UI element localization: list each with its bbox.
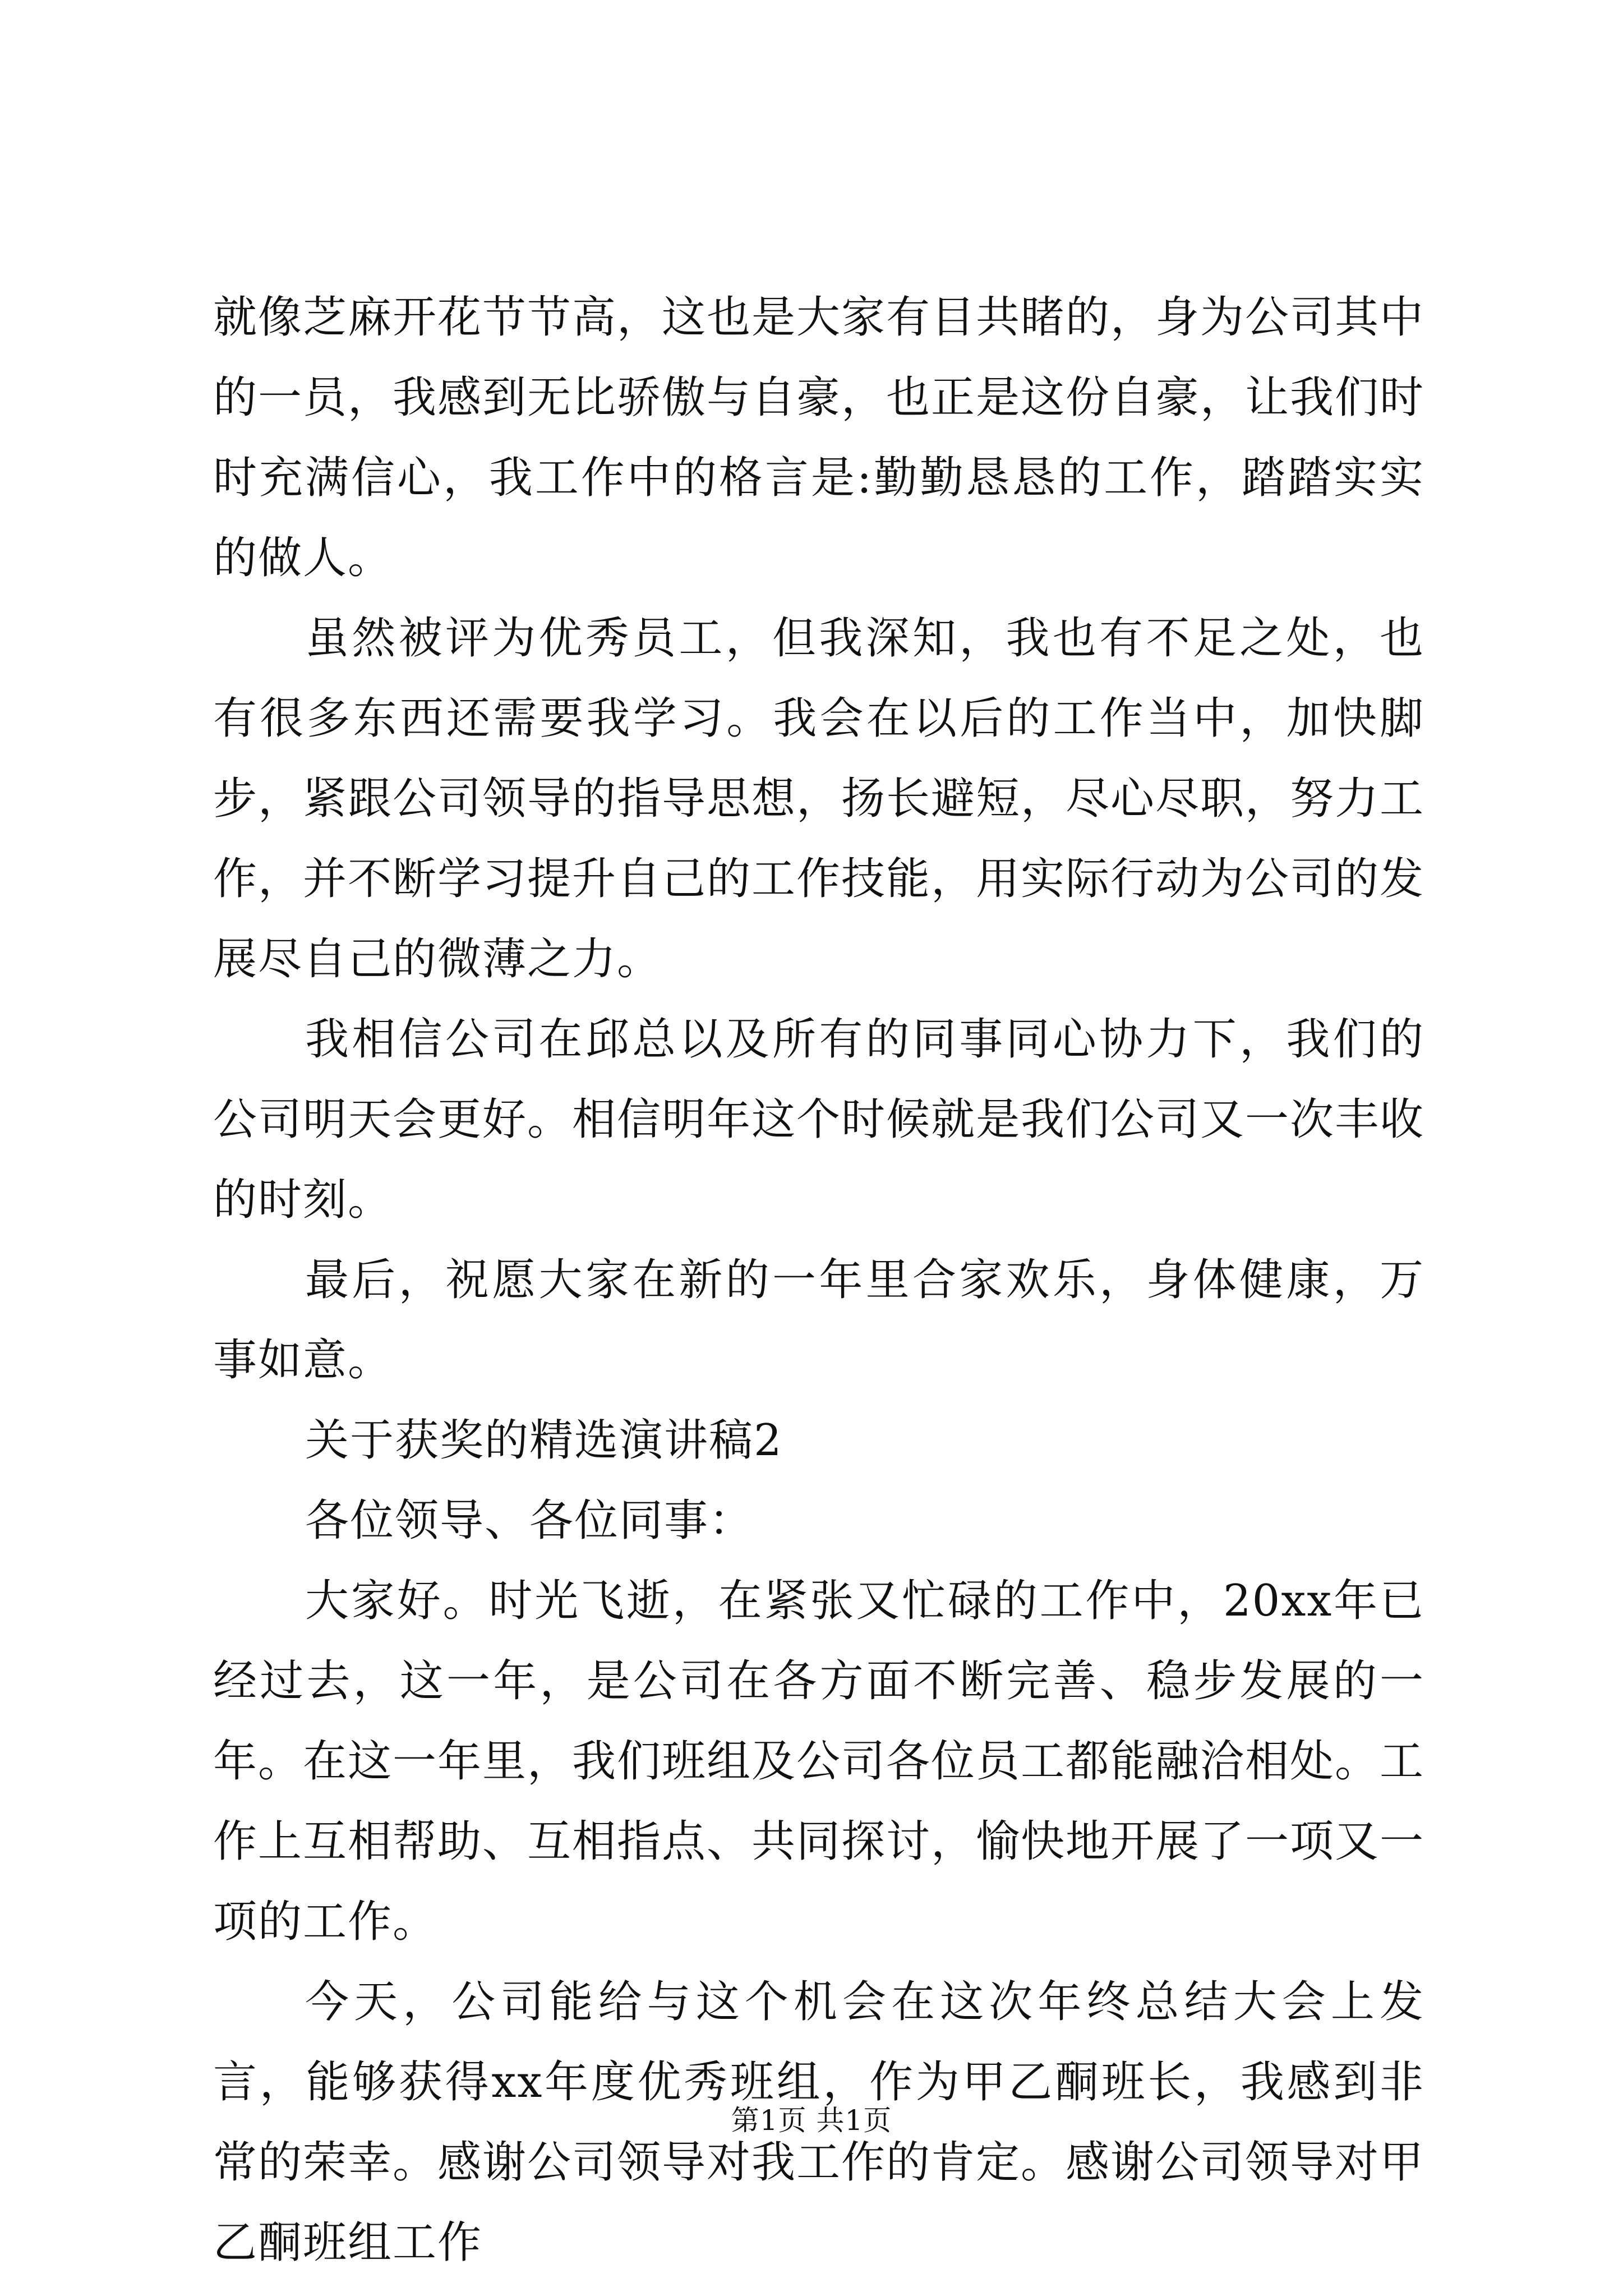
paragraph-self-assessment: 虽然被评为优秀员工，但我深知，我也有不足之处，也有很多东西还需要我学习。我会在以后的工作当中，加快脚步，紧跟公司领导的指导思想，扬长避短，尽心尽职，努力工作，并不断学习提升自己的工作技能，用实际行动为公司的发展尽自己的微薄之力。: [213, 613, 1425, 984]
salutation: 各位领导、各位同事：: [305, 1496, 754, 1546]
paragraph-continuation: 就像芝麻开花节节高，这也是大家有目共睹的，身为公司其中的一员，我感到无比骄傲与自豪，也正是这份自豪，让我们时时充满信心，我工作中的格言是:勤勤恳恳的工作，踏踏实实的做人。: [213, 292, 1425, 583]
paragraph-greeting: 大家好。时光飞逝，在紧张又忙碌的工作中，20xx年已经过去，这一年，是公司在各方面不断完善、稳步发展的一年。在这一年里，我们班组及公司各位员工都能融洽相处。工作上互相帮助、互相指点、共同探讨，愉快地开展了一项又一项的工作。: [213, 1576, 1425, 1947]
section-heading: 关于获奖的精选演讲稿2: [305, 1415, 783, 1466]
paragraph-confidence: 我相信公司在邱总以及所有的同事同心协力下，我们的公司明天会更好。相信明年这个时候就是我们公司又一次丰收的时刻。: [213, 1014, 1425, 1225]
paragraph-award-thanks: 今天，公司能给与这个机会在这次年终总结大会上发言，能够获得xx年度优秀班组，作为甲乙酮班长，我感到非常的荣幸。感谢公司领导对我工作的肯定。感谢公司领导对甲乙酮班组工作: [213, 1977, 1425, 2268]
document-body: [213, 278, 1424, 2283]
paragraph-closing-wishes: 最后，祝愿大家在新的一年里合家欢乐，身体健康，万事如意。: [213, 1255, 1424, 1386]
page-footer: 第1页 共1页: [731, 2104, 892, 2137]
